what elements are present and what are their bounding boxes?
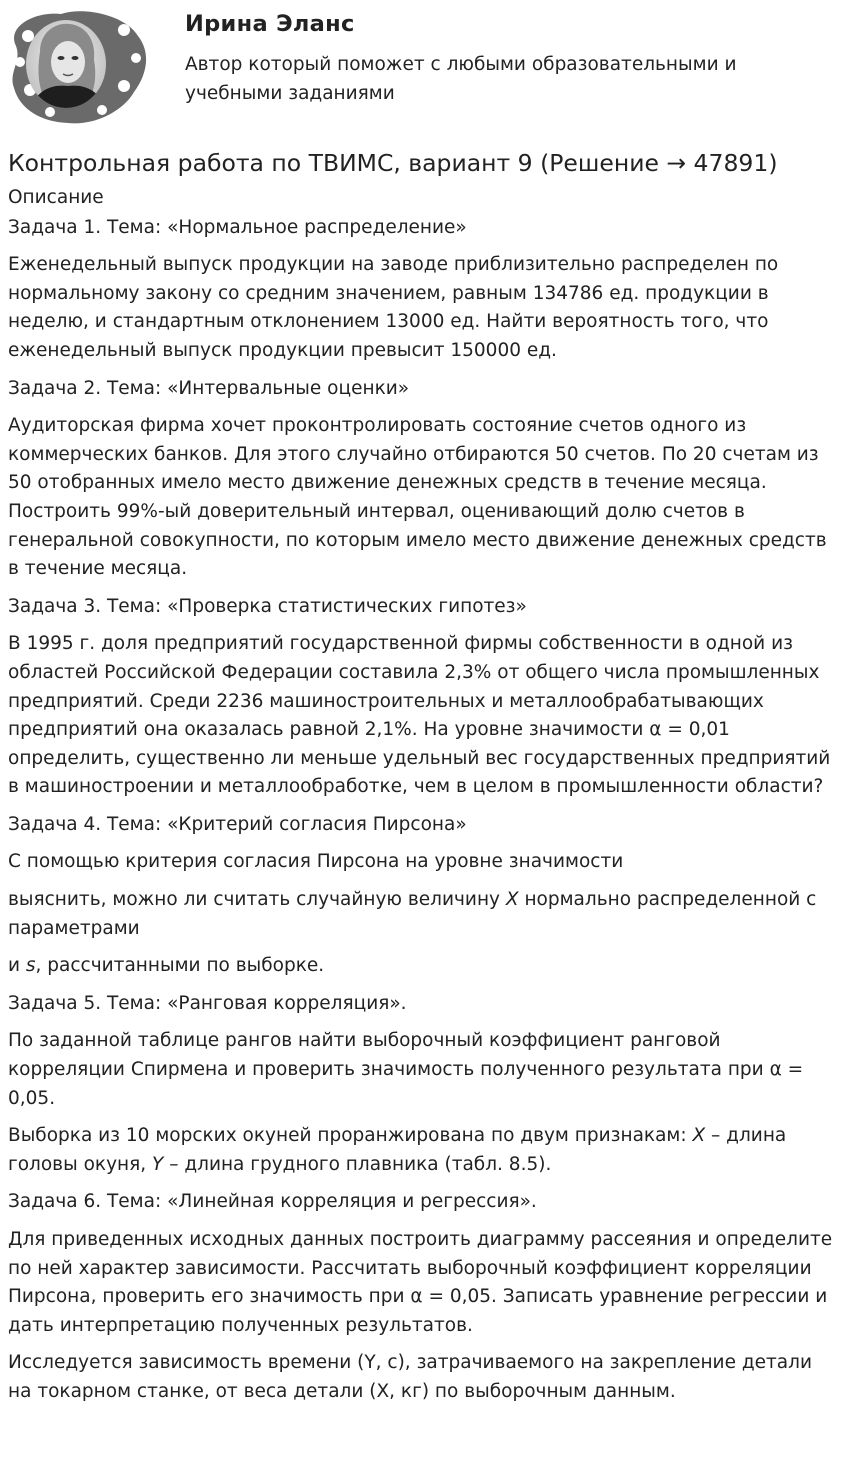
task-4-heading: Задача 4. Тема: «Критерий согласия Пирсона» (8, 813, 467, 835)
document-content (8, 145, 840, 1416)
task-1-text: Еженедельный выпуск продукции на заводе приблизительно распределен по нормальному закону со средним значением, равным 134786 ед. продукции в неделю, и стандартным отклонением 13000 ед. Найти вероятность того, что еженедельный выпуск продукции превысит 150000 ед. (8, 254, 779, 361)
task-4-text-3a: и (8, 955, 26, 977)
task-4-text-3b: , рассчитанными по выборке. (35, 955, 325, 977)
task-2-text: Аудиторская фирма хочет проконтролировать состояние счетов одного из коммерческих банков. Для этого случайно отбираются 50 счетов. По 20 счетам из 50 отобранных имело место движение денежных средств в течение месяца. Построить 99%-ый доверительный интервал, оценивающий долю счетов в генеральной совокупности, по которым имело место движение денежных средств в течение месяца. (8, 415, 827, 580)
task-6-heading: Задача 6. Тема: «Линейная корреляция и регрессия». (8, 1191, 537, 1213)
task-4-text-1: С помощью критерия согласия Пирсона на уровне значимости (8, 851, 624, 873)
variable-x: X (505, 889, 519, 911)
avatar-image (6, 6, 152, 128)
task-4-text-2 (8, 886, 840, 943)
task-5-text-1: По заданной таблице рангов найти выборочный коэффициент ранговой корреляции Спирмена и проверить значимость полученного результата при α = 0,05. (8, 1030, 804, 1109)
task-6-text-2: Исследуется зависимость времени (Y, с), затрачиваемого на закрепление детали на токарном станке, от веса детали (X, кг) по выборочным данным. (8, 1352, 812, 1402)
variable-x: X (692, 1125, 706, 1147)
task-3-text: В 1995 г. доля предприятий государственной фирмы собственности в одной из областей Российской Федерации составила 2,3% от общего числа промышленных предприятий. Среди 2236 машиностроительных и металлообрабатывающих предприятий она оказалась равной 2,1%. На уровне значимости α = 0,01 определить, существенно ли меньше удельный вес государственных предприятий в машиностроении и металлообработке, чем в целом в промышленности области? (8, 633, 831, 798)
author-header (0, 0, 847, 140)
task-6-text-1: Для приведенных исходных данных построить диаграмму рассеяния и определите по ней характер зависимости. Рассчитать выборочный коэффициент корреляции Пирсона, проверить его значимость при α = 0,05. Записать уравнение регрессии и дать интерпретацию полученных результатов. (8, 1229, 833, 1336)
author-description: Автор который поможет с любыми образовательными и учебными заданиями (185, 54, 737, 104)
task-3-heading: Задача 3. Тема: «Проверка статистических гипотез» (8, 595, 527, 617)
task-5-heading: Задача 5. Тема: «Ранговая корреляция». (8, 992, 407, 1014)
variable-s: s (25, 955, 36, 977)
description-label: Описание (8, 187, 104, 208)
author-name[interactable]: Ирина Эланс (185, 11, 355, 37)
task-4-text-2b: нормально распределенной с параметрами (8, 889, 817, 939)
task-4-text-2a: выяснить, можно ли считать случайную величину (8, 889, 506, 911)
task-2-heading: Задача 2. Тема: «Интервальные оценки» (8, 377, 410, 399)
task-1-heading: Задача 1. Тема: «Нормальное распределение» (8, 216, 467, 238)
task-5-text-2c: – длина грудного плавника (табл. 8.5). (163, 1153, 552, 1175)
task-5-text-2 (8, 1122, 840, 1179)
author-avatar[interactable] (6, 6, 152, 128)
task-5-text-2b: – длина головы окуня, (8, 1125, 787, 1175)
variable-y: Y (152, 1153, 164, 1175)
task-5-text-2a: Выборка из 10 морских окуней проранжирована по двум признакам: (8, 1125, 693, 1147)
page-title: Контрольная работа по ТВИМС, вариант 9 (Решение → 47891) (8, 149, 778, 177)
task-4-text-3 (8, 952, 840, 981)
